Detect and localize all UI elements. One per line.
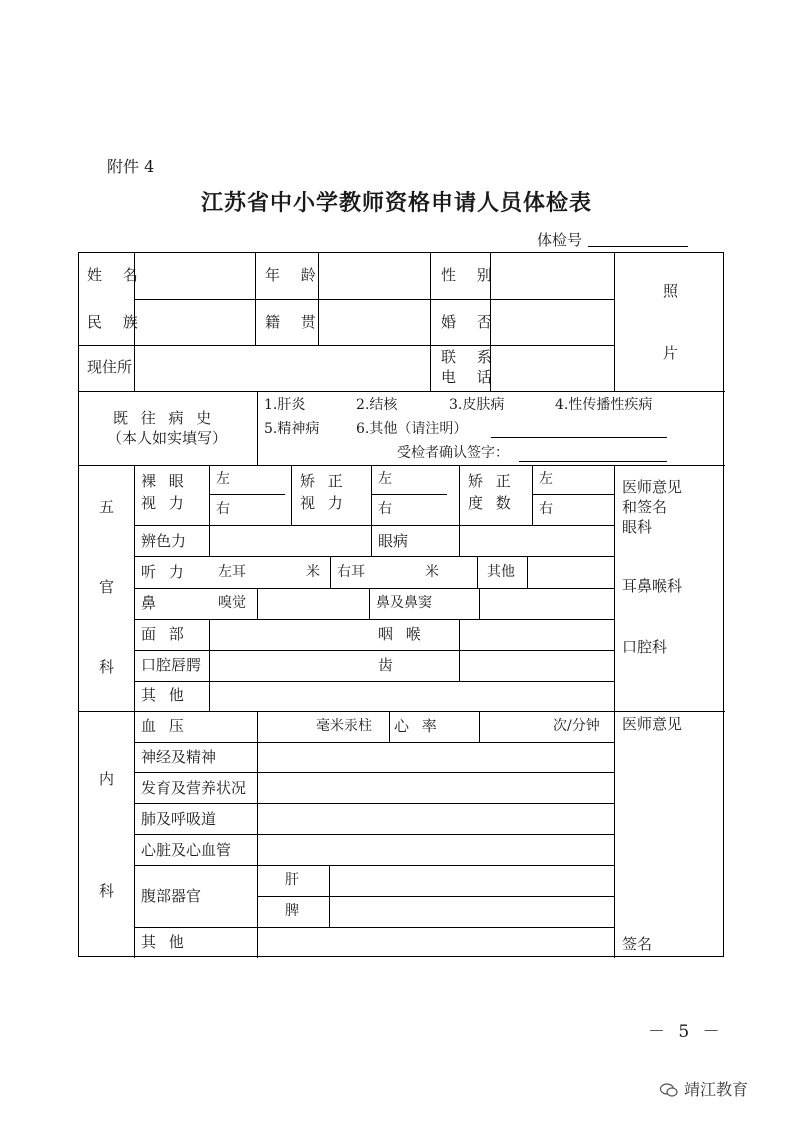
section-five-senses-3: 科	[99, 658, 115, 676]
doctor-opinion-label-2: 和签名	[622, 498, 668, 516]
examinee-signature-label: 受检者确认签字：	[397, 445, 509, 461]
exam-form-table	[78, 252, 724, 957]
stomatology-label: 口腔科	[622, 638, 668, 656]
heart-field[interactable]	[258, 835, 613, 864]
history-item-skin[interactable]: 3.皮肤病	[449, 397, 505, 413]
right-ear-label: 右耳	[337, 564, 365, 580]
heart-rate-label: 心 率	[394, 717, 441, 735]
corrected-right-label: 右	[378, 501, 392, 517]
ethnicity-label: 民 族	[87, 313, 146, 331]
hearing-other-label: 其他	[487, 564, 515, 580]
native-place-label: 籍 贯	[265, 313, 324, 331]
throat-field[interactable]	[460, 620, 613, 649]
gender-label: 性 别	[441, 266, 500, 284]
section-internal-2: 科	[99, 882, 115, 900]
abdomen-label: 腹部器官	[141, 887, 202, 905]
history-item-mental[interactable]: 5.精神病	[264, 421, 320, 437]
ent-label: 耳鼻喉科	[622, 577, 683, 595]
doctor-opinion-label-1: 医师意见	[622, 478, 683, 496]
degree-right-label: 右	[539, 501, 553, 517]
internal-other-label: 其 他	[141, 933, 188, 951]
age-field[interactable]	[319, 254, 429, 298]
history-label: 既 往 病 史	[113, 409, 216, 427]
naked-right-label: 右	[216, 501, 230, 517]
phone-label-2: 电 话	[441, 368, 500, 386]
history-item-hepatitis[interactable]: 1.肝炎	[264, 397, 306, 413]
eye-disease-label: 眼病	[378, 532, 409, 550]
left-ear-label: 左耳	[218, 564, 246, 580]
corrected-left-label: 左	[378, 471, 392, 487]
attachment-label: 附件 4	[107, 157, 155, 176]
watermark	[660, 1077, 748, 1100]
naked-vision-label-1: 裸 眼	[141, 472, 188, 490]
ethnicity-field[interactable]	[135, 300, 254, 344]
nutrition-field[interactable]	[258, 773, 613, 802]
blood-pressure-label: 血 压	[141, 717, 188, 735]
form-title: 江苏省中小学教师资格申请人员体检表	[200, 190, 592, 216]
mouth-lip-field[interactable]	[210, 651, 458, 680]
sinus-label: 鼻及鼻窦	[376, 595, 432, 611]
per-min-label: 次/分钟	[553, 718, 600, 734]
address-label: 现住所	[87, 358, 133, 376]
mmhg-label: 毫米汞柱	[316, 718, 372, 734]
photo-label-1: 照	[663, 282, 679, 300]
gender-field[interactable]	[491, 254, 613, 298]
teeth-label: 齿	[378, 656, 394, 674]
exam-number-label: 体检号	[537, 231, 583, 249]
internal-other-field[interactable]	[258, 928, 613, 956]
naked-left-label: 左	[216, 471, 230, 487]
phone-field[interactable]	[491, 346, 613, 390]
age-label: 年 龄	[265, 266, 324, 284]
page-number: － 5 －	[648, 1022, 724, 1042]
nutrition-label: 发育及营养状况	[141, 779, 247, 797]
heart-rate-field[interactable]	[480, 712, 550, 741]
native-place-field[interactable]	[319, 300, 429, 344]
phone-label-1: 联 系	[441, 348, 500, 366]
color-vision-field[interactable]	[210, 526, 370, 555]
heart-label: 心脏及心血管	[141, 841, 232, 859]
correction-degree-label-1: 矫 正	[468, 472, 515, 490]
watermark-text: 靖江教育	[684, 1080, 749, 1099]
spleen-field[interactable]	[330, 897, 613, 926]
five-senses-other-label: 其 他	[141, 686, 188, 704]
teeth-field[interactable]	[460, 651, 613, 680]
eye-disease-field[interactable]	[460, 526, 613, 555]
color-vision-label: 辨色力	[141, 532, 187, 550]
internal-signature-label: 签名	[622, 935, 653, 953]
history-item-std[interactable]: 4.性传播性疾病	[555, 397, 653, 413]
nerve-label: 神经及精神	[141, 748, 217, 766]
name-field[interactable]	[135, 254, 254, 298]
history-item-other[interactable]: 6.其他（请注明）	[356, 421, 468, 437]
throat-label: 咽 喉	[378, 625, 425, 643]
marital-label: 婚 否	[441, 313, 500, 331]
name-label: 姓 名	[87, 266, 146, 284]
photo-box[interactable]	[615, 254, 723, 390]
mouth-lip-label: 口腔唇腭	[141, 656, 202, 674]
hearing-label: 听 力	[141, 563, 188, 581]
nose-label: 鼻	[141, 594, 157, 612]
left-ear-meter: 米	[306, 564, 320, 580]
liver-field[interactable]	[330, 866, 613, 895]
section-five-senses-2: 官	[99, 578, 115, 596]
correction-degree-label-2: 度 数	[468, 494, 515, 512]
history-note: （本人如实填写）	[107, 429, 228, 447]
right-ear-meter: 米	[425, 564, 439, 580]
exam-number-field[interactable]	[588, 246, 688, 247]
nerve-field[interactable]	[258, 743, 613, 771]
section-five-senses-1: 五	[99, 498, 115, 516]
degree-left-label: 左	[539, 471, 553, 487]
section-internal-1: 内	[99, 770, 115, 788]
naked-vision-label-2: 视 力	[141, 494, 188, 512]
ophthalmology-label: 眼科	[622, 518, 653, 536]
lung-label: 肺及呼吸道	[141, 810, 217, 828]
five-senses-other-field[interactable]	[210, 682, 613, 710]
smell-label: 嗅觉	[218, 595, 246, 611]
photo-label-2: 片	[663, 344, 679, 362]
blood-pressure-field[interactable]	[258, 712, 314, 741]
history-item-tuberculosis[interactable]: 2.结核	[356, 397, 398, 413]
corrected-vision-label-1: 矫 正	[300, 472, 347, 490]
history-other-field[interactable]	[491, 437, 667, 438]
liver-label: 肝	[285, 872, 299, 888]
marital-field[interactable]	[491, 300, 613, 344]
internal-doctor-opinion-label: 医师意见	[622, 715, 683, 733]
internal-doctor-opinion-field[interactable]	[615, 737, 723, 927]
spleen-label: 脾	[285, 903, 299, 919]
wechat-icon	[660, 1082, 678, 1096]
lung-field[interactable]	[258, 804, 613, 833]
corrected-vision-label-2: 视 力	[300, 494, 347, 512]
examinee-signature-field[interactable]	[519, 461, 667, 462]
address-field[interactable]	[135, 346, 429, 390]
face-label: 面 部	[141, 625, 188, 643]
